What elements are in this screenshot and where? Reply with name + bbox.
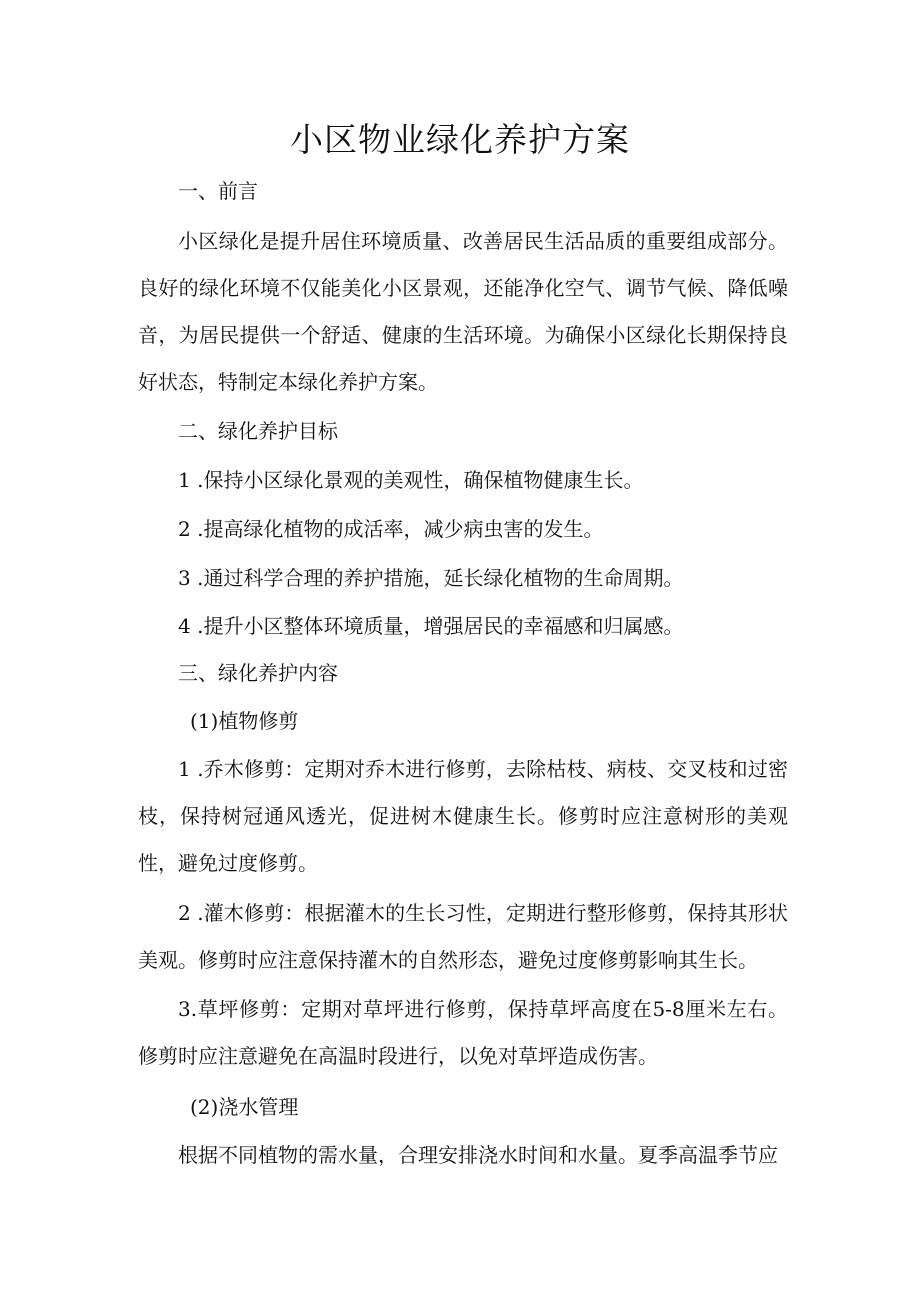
section-heading-preface: 一、前言 xyxy=(178,179,258,203)
watering-paragraph: 根据不同植物的需水量，合理安排浇水时间和水量。夏季高温季节应 xyxy=(178,1143,778,1167)
subsection-heading-pruning: (1)植物修剪 xyxy=(190,709,299,733)
pruning-item-shrub: 2 .灌木修剪：根据灌木的生长习性，定期进行整形修剪，保持其形状美观。修剪时应注意保持灌木的自然形态，避免过度修剪影响其生长。 xyxy=(138,901,788,972)
section-heading-goals: 二、绿化养护目标 xyxy=(178,419,338,443)
document-title: 小区物业绿化养护方案 xyxy=(290,120,630,159)
section-heading-content: 三、绿化养护内容 xyxy=(178,661,338,685)
preface-paragraph: 小区绿化是提升居住环境质量、改善居民生活品质的重要组成部分。良好的绿化环境不仅能美化小区景观，还能净化空气、调节气候、降低噪音，为居民提供一个舒适、健康的生活环境。为确保小区绿化长期保持良好状态，特制定本绿化养护方案。 xyxy=(138,229,788,394)
pruning-item-tree: 1 .乔木修剪：定期对乔木进行修剪，去除枯枝、病枝、交叉枝和过密枝，保持树冠通风透光，促进树木健康生长。修剪时应注意树形的美观性，避免过度修剪。 xyxy=(138,757,788,875)
goal-item-2: 2 .提高绿化植物的成活率，减少病虫害的发生。 xyxy=(178,517,604,541)
goal-item-4: 4 .提升小区整体环境质量，增强居民的幸福感和归属感。 xyxy=(178,614,684,638)
pruning-item-lawn: 3.草坪修剪：定期对草坪进行修剪，保持草坪高度在5-8厘米左右。修剪时应注意避免在高温时段进行，以免对草坪造成伤害。 xyxy=(138,997,788,1068)
goal-item-3: 3 .通过科学合理的养护措施，延长绿化植物的生命周期。 xyxy=(178,566,684,590)
goal-item-1: 1 .保持小区绿化景观的美观性，确保植物健康生长。 xyxy=(178,468,644,492)
subsection-heading-watering: (2)浇水管理 xyxy=(190,1095,299,1119)
